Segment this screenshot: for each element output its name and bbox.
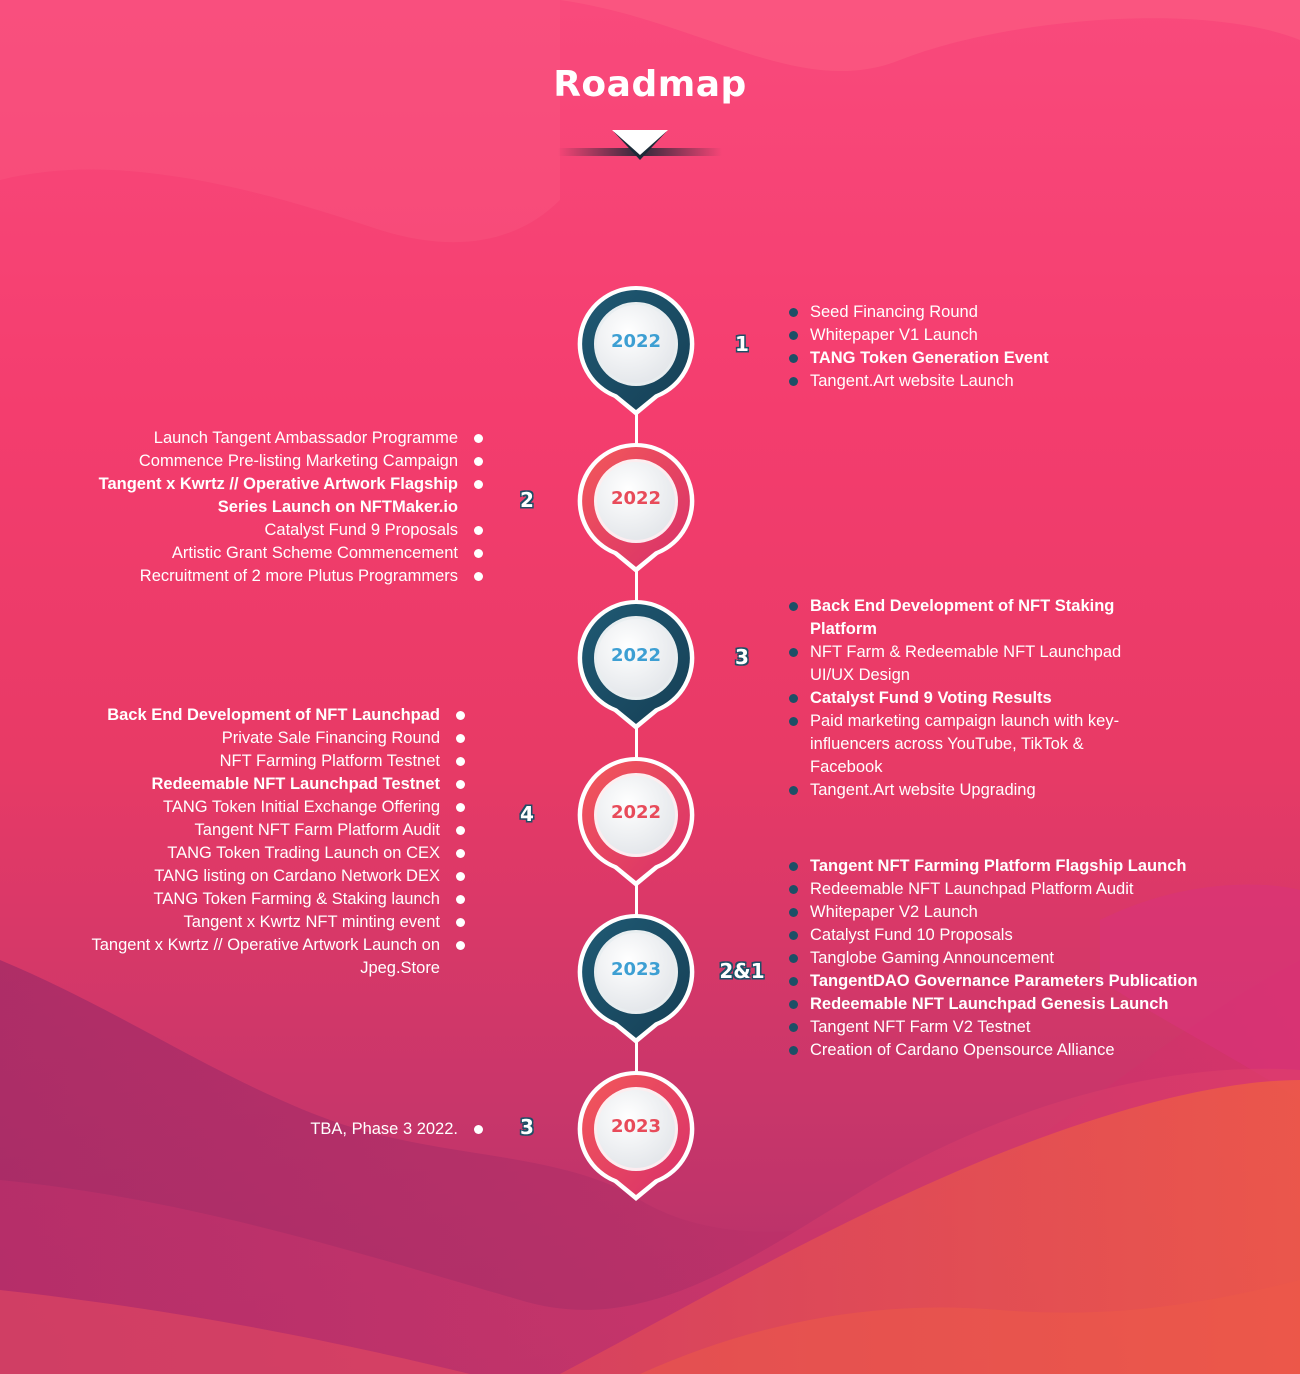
map-pin-icon [576, 1069, 696, 1205]
timeline-node-2 [576, 441, 696, 577]
milestone-item: Tangent x Kwrtz // Operative Artwork Launch on Jpeg.Store [60, 934, 440, 980]
milestone-item: Recruitment of 2 more Plutus Programmers [60, 565, 458, 588]
milestone-item: Launch Tangent Ambassador Programme [60, 427, 458, 450]
page-title: Roadmap [553, 64, 747, 105]
milestone-item: NFT Farming Platform Testnet [60, 750, 440, 773]
quarter-label: 4 [520, 802, 534, 826]
milestone-list [810, 595, 1160, 802]
milestone-list [60, 427, 458, 588]
node-year: 2022 [610, 331, 662, 352]
node-year: 2022 [610, 645, 662, 666]
quarter-label: 2 [520, 488, 534, 512]
milestone-item: Paid marketing campaign launch with key-influencers across YouTube, TikTok & Facebook [810, 710, 1160, 779]
milestone-item: TANG Token Initial Exchange Offering [60, 796, 440, 819]
milestone-item: Redeemable NFT Launchpad Testnet [60, 773, 440, 796]
milestone-item: Artistic Grant Scheme Commencement [60, 542, 458, 565]
map-pin-icon [576, 441, 696, 577]
node-year: 2022 [610, 802, 662, 823]
milestone-item: Tangent x Kwrtz // Operative Artwork Flagship Series Launch on NFTMaker.io [60, 473, 458, 519]
timeline-node-3 [576, 598, 696, 734]
milestone-item: Whitepaper V1 Launch [810, 324, 1250, 347]
milestone-item: TANG listing on Cardano Network DEX [60, 865, 440, 888]
milestone-item: TangentDAO Governance Parameters Publication [810, 970, 1250, 993]
quarter-label: 2&1 [719, 959, 765, 983]
milestone-item: Tangent x Kwrtz NFT minting event [60, 911, 440, 934]
milestone-item: Back End Development of NFT Launchpad [60, 704, 440, 727]
milestone-list [810, 855, 1250, 1062]
milestone-item: TANG Token Farming & Staking launch [60, 888, 440, 911]
milestone-item: Redeemable NFT Launchpad Platform Audit [810, 878, 1250, 901]
node-year: 2023 [610, 1116, 662, 1137]
milestone-item: Tangent.Art website Upgrading [810, 779, 1160, 802]
map-pin-icon [576, 912, 696, 1048]
milestone-item: Seed Financing Round [810, 301, 1250, 324]
milestone-item: Tangent NFT Farm Platform Audit [60, 819, 440, 842]
timeline-node-1 [576, 284, 696, 420]
milestone-item: Redeemable NFT Launchpad Genesis Launch [810, 993, 1250, 1016]
quarter-label: 3 [735, 645, 749, 669]
milestone-list [810, 301, 1250, 393]
milestone-item: Tangent NFT Farm V2 Testnet [810, 1016, 1250, 1039]
milestone-item: Tanglobe Gaming Announcement [810, 947, 1250, 970]
milestone-item: Private Sale Financing Round [60, 727, 440, 750]
milestone-item: Tangent NFT Farming Platform Flagship Launch [810, 855, 1250, 878]
milestone-item: TBA, Phase 3 2022. [60, 1118, 458, 1141]
title-arrow-icon [558, 128, 722, 174]
node-year: 2023 [610, 959, 662, 980]
timeline-node-4 [576, 755, 696, 891]
milestone-item: Catalyst Fund 10 Proposals [810, 924, 1250, 947]
milestone-item: Catalyst Fund 9 Voting Results [810, 687, 1160, 710]
timeline-node-5 [576, 912, 696, 1048]
milestone-item: TANG Token Trading Launch on CEX [60, 842, 440, 865]
quarter-label: 1 [735, 332, 749, 356]
milestone-item: TANG Token Generation Event [810, 347, 1250, 370]
milestone-item: Whitepaper V2 Launch [810, 901, 1250, 924]
map-pin-icon [576, 755, 696, 891]
milestone-item: NFT Farm & Redeemable NFT Launchpad UI/UX Design [810, 641, 1160, 687]
timeline-node-6 [576, 1069, 696, 1205]
milestone-item: Creation of Cardano Opensource Alliance [810, 1039, 1250, 1062]
map-pin-icon [576, 284, 696, 420]
milestone-item: Commence Pre-listing Marketing Campaign [60, 450, 458, 473]
map-pin-icon [576, 598, 696, 734]
quarter-label: 3 [520, 1115, 534, 1139]
milestone-item: Catalyst Fund 9 Proposals [60, 519, 458, 542]
milestone-list [60, 704, 440, 980]
node-year: 2022 [610, 488, 662, 509]
milestone-list [60, 1118, 458, 1141]
milestone-item: Tangent.Art website Launch [810, 370, 1250, 393]
milestone-item: Back End Development of NFT Staking Platform [810, 595, 1160, 641]
